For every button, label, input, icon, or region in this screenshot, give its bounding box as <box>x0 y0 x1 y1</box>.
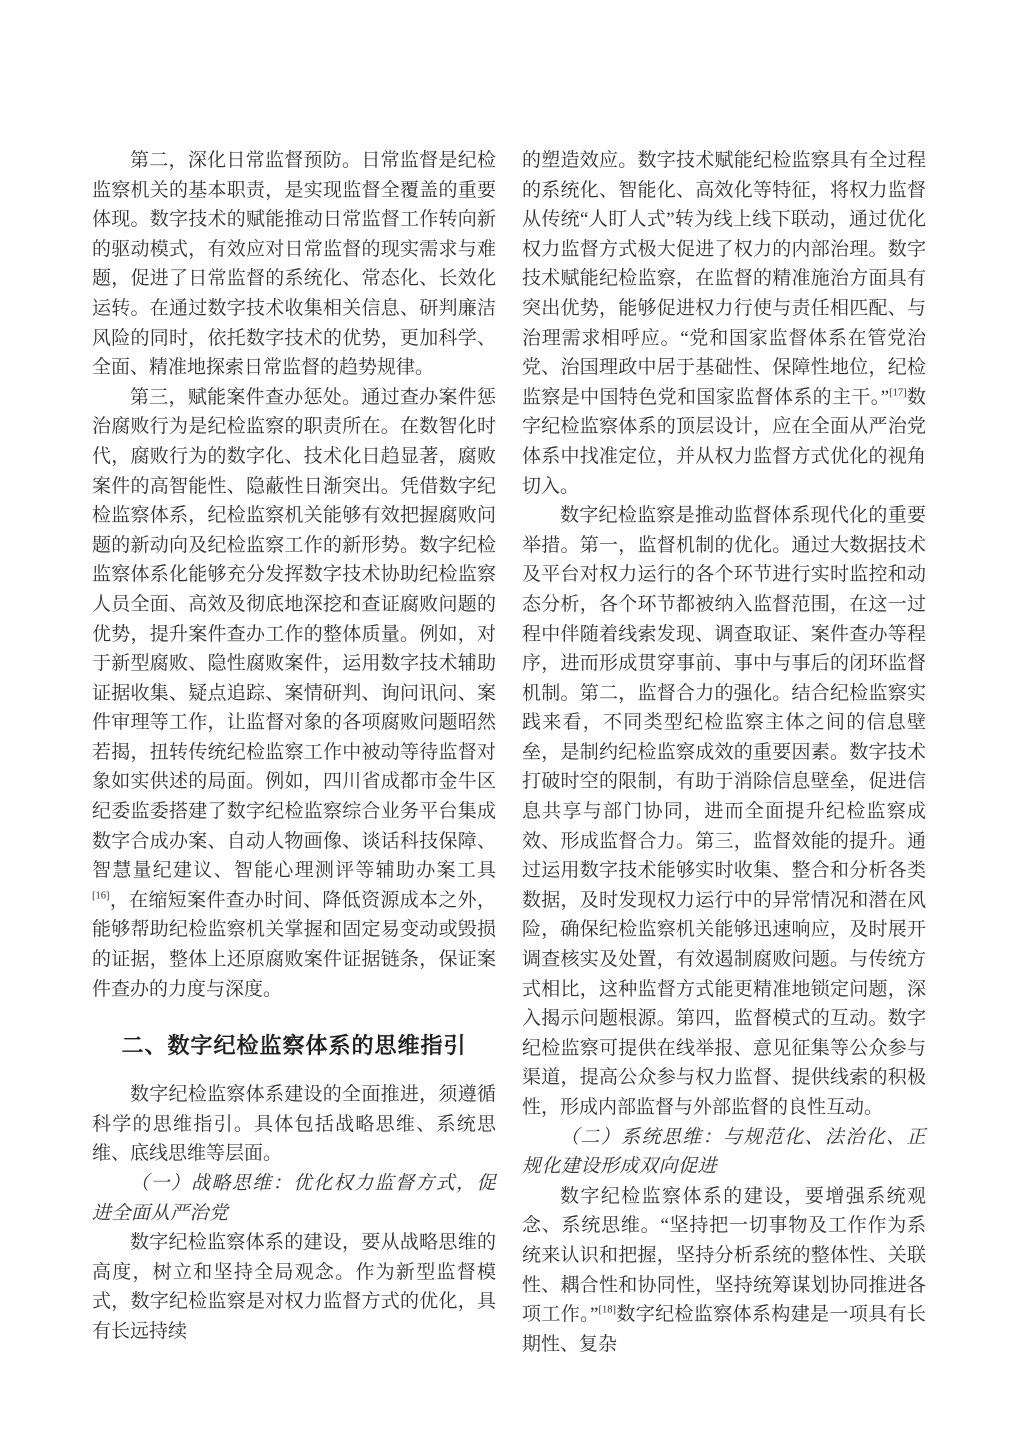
paragraph-strategic-begin: 数字纪检监察体系的建设，要从战略思维的高度，树立和坚持全局观念。作为新型监督模式，数字纪检监察是对权力监督方式的优化，具有长远持续 <box>92 1232 496 1342</box>
paragraph-modernization: 数字纪检监察是推动监督体系现代化的重要举措。第一，监督机制的优化。通过大数据技术及平台对权力运行的各个环节进行实时监控和动态分析，各个环节都被纳入监督范围，在这一过程中伴随着线索发现、调查取证、案件查办等程序，进而形成贯穿事前、事中与事后的闭环监督机制。第二，监督合力的强化。结合纪检监察实践来看，不同类型纪检监察主体之间的信息壁垒，是制约纪检监察成效的重要因素。数字技术打破时空的限制，有助于消除信息壁垒，促进信息共享与部门协同，进而全面提升纪检监察成效、形成监督合力。第三，监督效能的提升。通过运用数字技术能够实时收集、整合和分析各类数据，及时发现权力运行中的异常情况和潜在风险，确保纪检监察机关能够迅速响应，及时展开调查核实及处置，有效遏制腐败问题。与传统方式相比，这种监督方式能更精准地锁定问题，深入揭示问题根源。第四，监督模式的互动。数字纪检监察可提供在线举报、意见征集等公众参与渠道，提高公众参与权力监督、提供线索的积极性，形成内部监督与外部监督的良性互动。 <box>522 505 926 1118</box>
left-column <box>92 146 496 1359</box>
paragraph-systems-text-b: 数字纪检监察体系构建是一项具有长期性、复杂 <box>522 1304 926 1355</box>
footnote-ref-17: [17] <box>889 387 907 399</box>
two-column-text-block <box>92 146 926 1359</box>
section-heading-thinking-guidance: 二、数字纪检监察体系的思维指引 <box>121 1033 467 1059</box>
paragraph-strategic-continuation-text-b: 数字纪检监察体系的顶层设计，应在全面从严治党体系中找准定位，并从权力监督方式优化的视角切入。 <box>522 386 926 497</box>
right-column <box>522 146 926 1359</box>
paragraph-systems-text-a: 数字纪检监察体系的建设，要增强系统观念、系统思维。“坚持把一切事物及工作作为系统来认识和把握，坚持分析系统的整体性、关联性、耦合性和协同性，坚持统筹谋划协同推进各项工作。” <box>522 1185 926 1326</box>
paragraph-case-handling <box>92 383 496 1004</box>
subheading-strategic-thinking: （一）战略思维：优化权力监督方式，促进全面从严治党 <box>92 1173 496 1224</box>
paragraph-systems <box>522 1182 926 1360</box>
paragraph-case-handling-text-b: ，在缩短案件查办时间、降低资源成本之外，能够帮助纪检监察机关掌握和固定易变动或毁损的证据，整体上还原腐败案件证据链条，保证案件查办的力度与深度。 <box>92 889 496 1000</box>
paragraph-strategic-continuation-text-a: 的塑造效应。数字技术赋能纪检监察具有全过程的系统化、智能化、高效化等特征，将权力监督从传统“人盯人式”转为线上线下联动，通过优化权力监督方式极大促进了权力的内部治理。数字技术赋能纪检监察，在监督的精准施治方面具有突出优势，能够促进权力行使与责任相匹配、与治理需求相呼应。“党和国家监督体系在管党治党、治国理政中居于基础性、保障性地位，纪检监察是中国特色党和国家监督体系的主干。” <box>522 150 926 408</box>
paragraph-daily-supervision: 第二，深化日常监督预防。日常监督是纪检监察机关的基本职责，是实现监督全覆盖的重要体现。数字技术的赋能推动日常监督工作转向新的驱动模式，有效应对日常监督的现实需求与难题，促进了日常监督的系统化、常态化、长效化运转。在通过数字技术收集相关信息、研判廉洁风险的同时，依托数字技术的优势，更加科学、全面、精准地探索日常监督的趋势规律。 <box>92 150 496 379</box>
footnote-ref-16: [16] <box>92 890 110 902</box>
paragraph-case-handling-text-a: 第三，赋能案件查办惩处。通过查办案件惩治腐败行为是纪检监察的职责所在。在数智化时代，腐败行为的数字化、技术化日趋显著，腐败案件的高智能性、隐蔽性日渐突出。凭借数字纪检监察体系，纪检监察机关能够有效把握腐败问题的新动向及纪检监察工作的新形势。数字纪检监察体系化能够充分发挥数字技术协助纪检监察人员全面、高效及彻底地深挖和查证腐败问题的优势，提升案件查办工作的整体质量。例如，对于新型腐败、隐性腐败案件，运用数字技术辅助证据收集、疑点追踪、案情研判、询问讯问、案件审理等工作，让监督对象的各项腐败问题昭然若揭，扭转传统纪检监察工作中被动等待监督对象如实供述的局面。例如，四川省成都市金牛区纪委监委搭建了数字纪检监察综合业务平台集成数字合成办案、自动人物画像、谈话科技保障、智慧量纪建议、智能心理测评等辅助办案工具 <box>92 386 496 882</box>
paragraph-thinking-intro: 数字纪检监察体系建设的全面推进，须遵循科学的思维指引。具体包括战略思维、系统思维、底线思维等层面。 <box>92 1084 496 1165</box>
paragraph-strategic-continuation <box>522 146 926 501</box>
subheading-systems-thinking: （二）系统思维：与规范化、法治化、正规化建设形成双向促进 <box>522 1126 926 1178</box>
footnote-ref-18: [18] <box>598 1304 616 1316</box>
